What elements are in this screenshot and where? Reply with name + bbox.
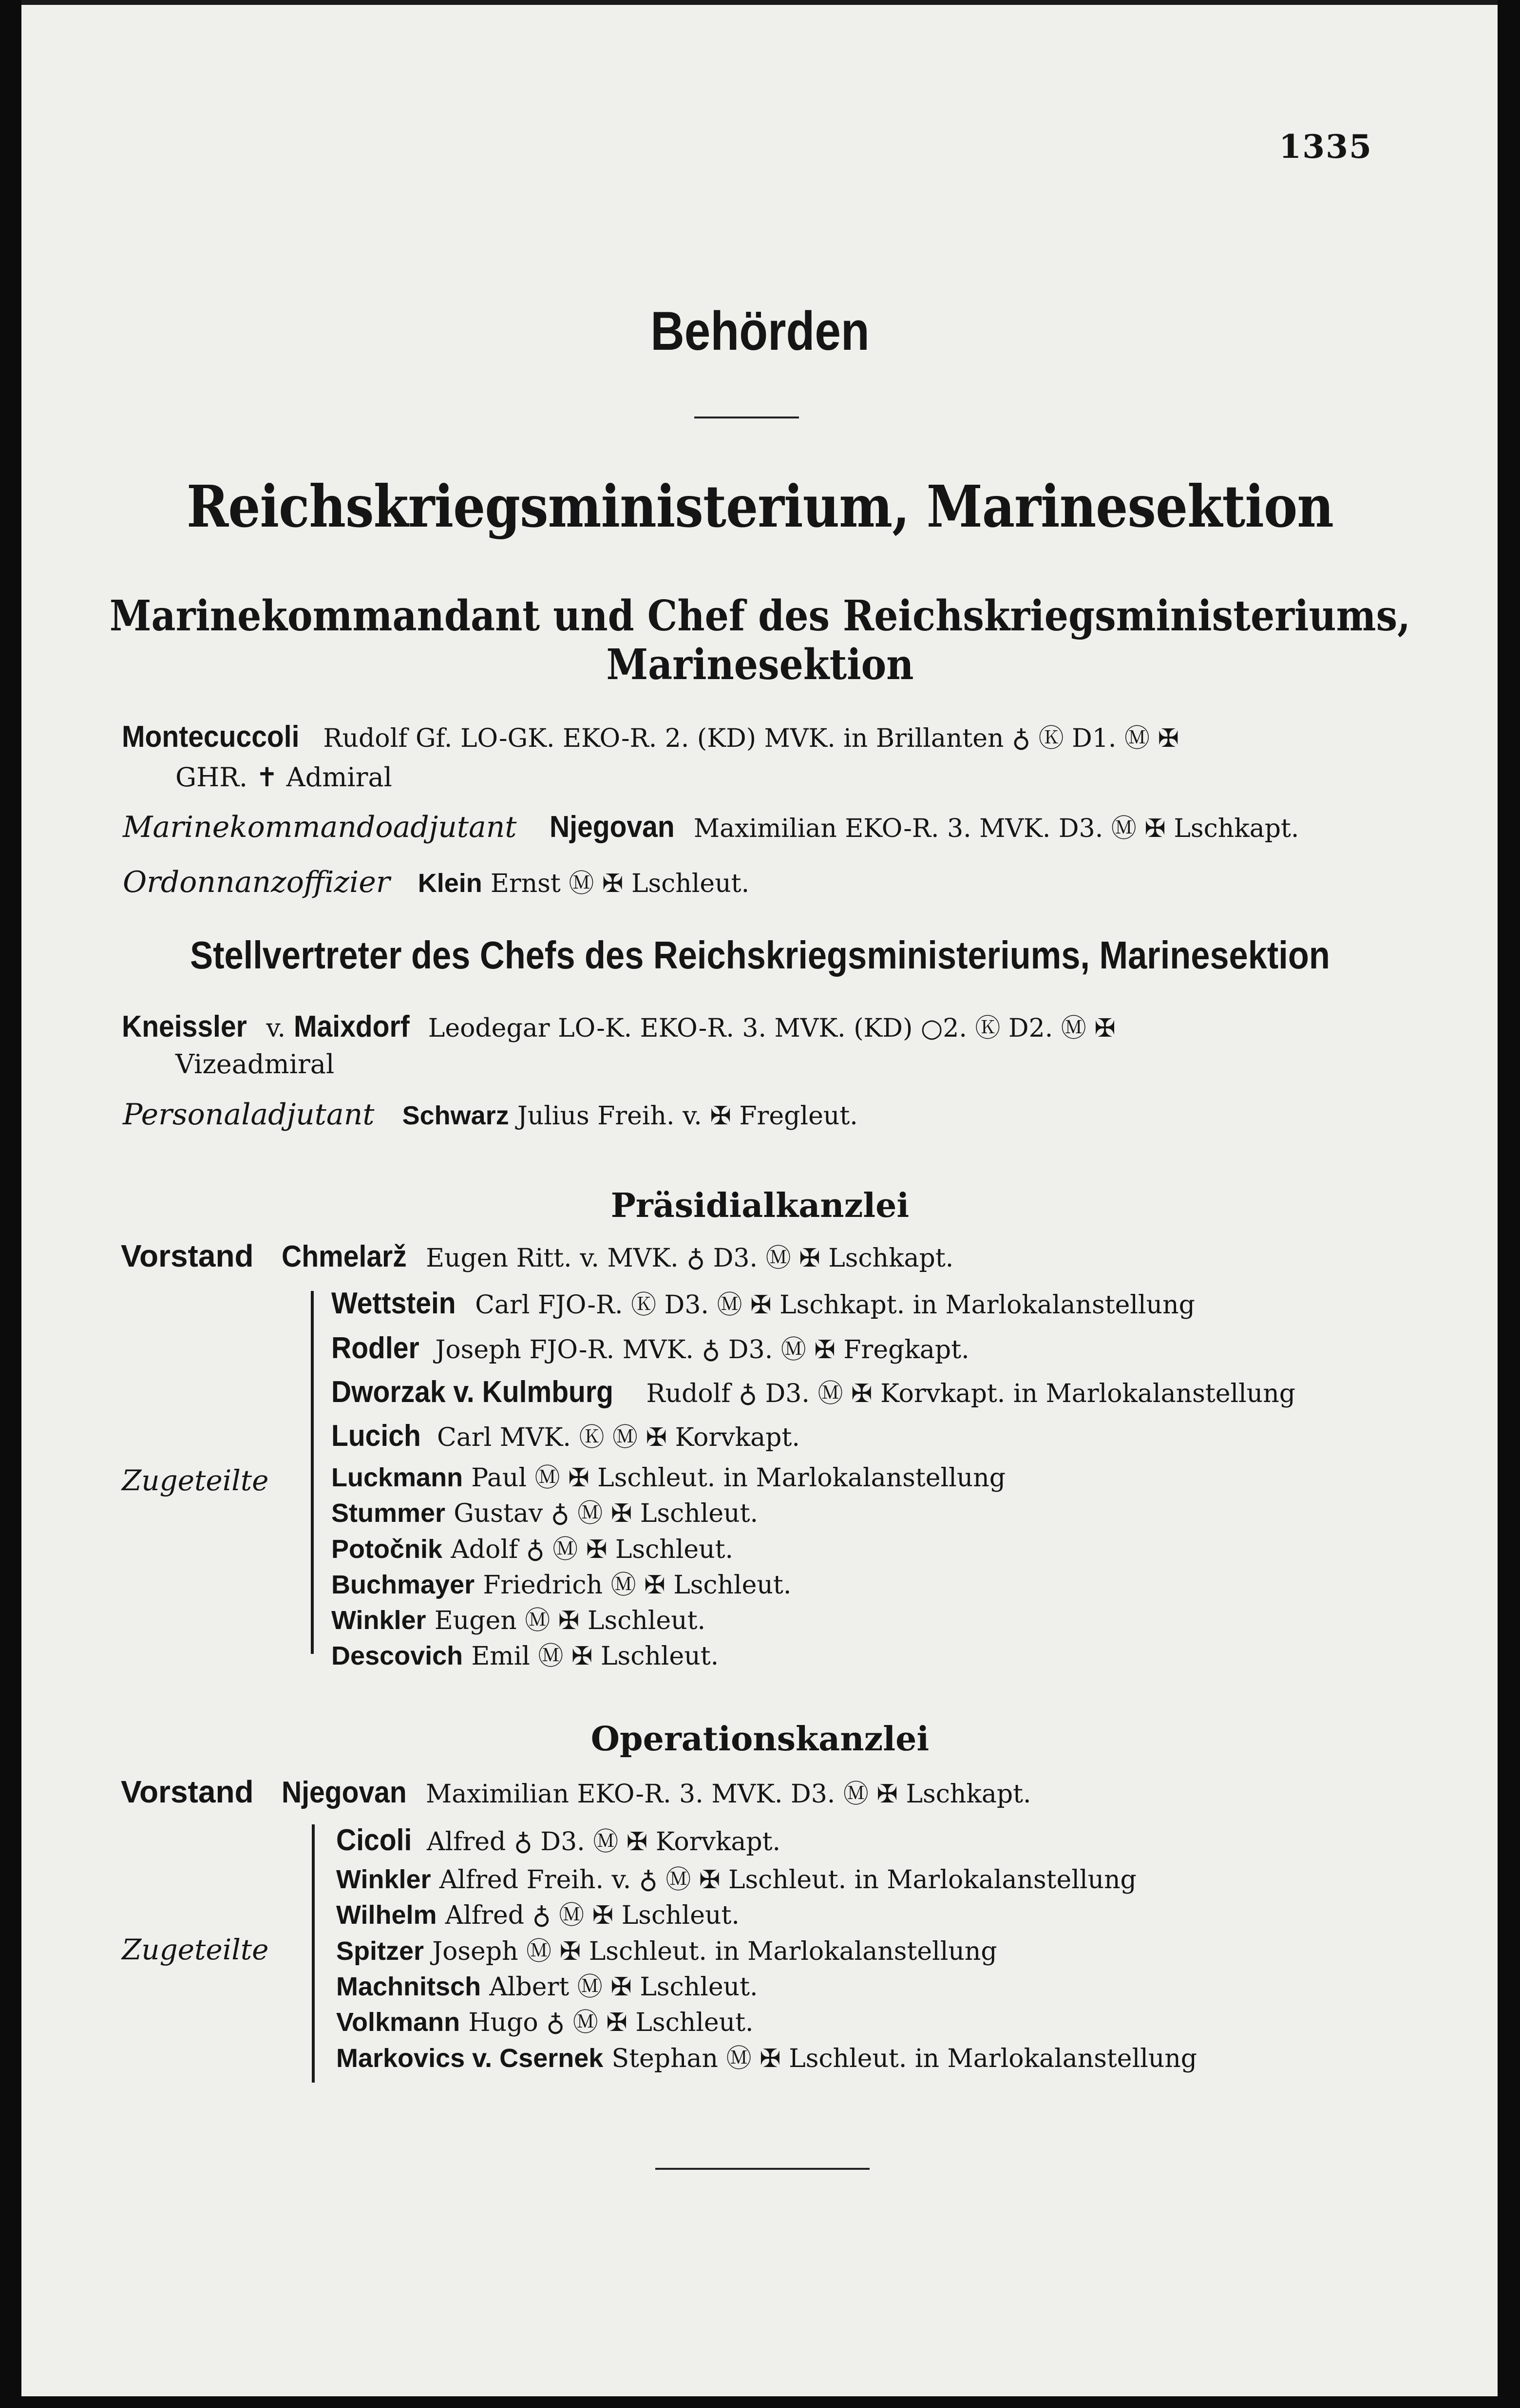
member-surname: Winkler — [331, 1606, 426, 1635]
vorstand-details: Maximilian EKO-R. 3. MVK. D3. Ⓜ ✠ Lschkapt. — [426, 1780, 1031, 1809]
member-details: Joseph Ⓜ ✠ Lschleut. in Marlokalanstellung — [432, 1937, 997, 1966]
personal-adjutant-surname: Schwarz — [402, 1101, 509, 1130]
member-row — [331, 1533, 733, 1566]
praesidialkanzlei-vorstand — [121, 1240, 953, 1274]
member-row — [336, 1935, 997, 1968]
deputy-heading: Stellvertreter des Chefs des Reichskriegsministeriums, Marinesektion — [190, 933, 1330, 977]
praesidialkanzlei-zugeteilte-label: Zugeteilte — [122, 1464, 269, 1497]
member-row — [331, 1640, 719, 1672]
vorstand-label: Vorstand — [121, 1774, 254, 1809]
adjutant-entry — [123, 811, 1299, 845]
operationskanzlei-zugeteilte-label: Zugeteilte — [122, 1933, 269, 1966]
member-details: Paul Ⓜ ✠ Lschleut. in Marlokalanstellung — [471, 1463, 1006, 1493]
member-details: Emil Ⓜ ✠ Lschleut. — [471, 1642, 719, 1671]
title-divider — [694, 417, 799, 418]
member-row — [331, 1461, 1006, 1494]
member-surname: Wettstein — [331, 1287, 456, 1320]
member-surname: Machnitsch — [336, 1972, 481, 2001]
member-row — [336, 1863, 1137, 1896]
member-surname: Winkler — [336, 1865, 431, 1894]
member-details: Alfred Freih. v. ♁ Ⓜ ✠ Lschleut. in Marlokalanstellung — [439, 1865, 1137, 1895]
chef-heading-line1: Marinekommandant und Chef des Reichskriegsministeriums, — [109, 591, 1411, 641]
chef-heading — [76, 592, 1444, 689]
member-surname: Potočnik — [331, 1535, 443, 1564]
member-row — [331, 1497, 758, 1530]
chef-heading-line2: Marinesektion — [606, 640, 914, 689]
member-row — [331, 1376, 1295, 1410]
member-row — [336, 2042, 1197, 2075]
deputy-surname: Kneissler — [122, 1010, 247, 1043]
operationskanzlei-heading: Operationskanzlei — [590, 1720, 930, 1759]
member-details: Eugen Ⓜ ✠ Lschleut. — [434, 1606, 706, 1635]
member-details: Adolf ♁ Ⓜ ✠ Lschleut. — [451, 1535, 734, 1564]
member-details: Gustav ♁ Ⓜ ✠ Lschleut. — [454, 1499, 759, 1528]
page-number: 1335 — [1279, 128, 1372, 166]
member-row — [336, 1971, 758, 2003]
member-details: Carl FJO-R. Ⓚ D3. Ⓜ ✠ Lschkapt. in Marlokalanstellung — [475, 1290, 1195, 1320]
member-details: Rudolf ♁ D3. Ⓜ ✠ Korvkapt. in Marlokalanstellung — [646, 1379, 1296, 1408]
member-surname: Rodler — [331, 1331, 419, 1365]
commander-details: Rudolf Gf. LO-GK. EKO-R. 2. (KD) MVK. in Brillanten ♁ Ⓚ D1. Ⓜ ✠ — [323, 724, 1179, 753]
orderly-entry — [123, 866, 749, 900]
orderly-role: Ordonnanzoffizier — [123, 865, 390, 899]
orderly-details: Ernst Ⓜ ✠ Lschleut. — [490, 869, 750, 898]
end-divider — [655, 2168, 870, 2170]
member-surname: Stummer — [331, 1498, 446, 1528]
member-row — [336, 2006, 754, 2039]
personal-adjutant-role: Personaladjutant — [123, 1098, 375, 1132]
member-surname: Luckmann — [331, 1463, 463, 1492]
vorstand-surname: Chmelarž — [281, 1240, 407, 1273]
member-details: Alfred ♁ Ⓜ ✠ Lschleut. — [445, 1901, 740, 1930]
member-surname: Buchmayer — [331, 1570, 475, 1599]
page-title: Behörden — [650, 301, 870, 361]
member-surname: Descovich — [331, 1641, 463, 1670]
member-row — [331, 1604, 705, 1637]
member-row — [336, 1899, 740, 1932]
member-surname: Volkmann — [336, 2008, 460, 2037]
member-details: Albert Ⓜ ✠ Lschleut. — [489, 1972, 758, 2002]
member-details: Joseph FJO-R. MVK. ♁ D3. Ⓜ ✠ Fregkapt. — [435, 1335, 969, 1365]
member-surname: Lucich — [331, 1419, 421, 1453]
praesidialkanzlei-brace — [311, 1291, 314, 1654]
member-details: Hugo ♁ Ⓜ ✠ Lschleut. — [468, 2008, 754, 2037]
member-row — [331, 1420, 800, 1454]
member-surname: Markovics v. Csernek — [336, 2044, 604, 2073]
personal-adjutant-details: Julius Freih. v. ✠ Fregleut. — [517, 1101, 858, 1131]
member-row — [331, 1332, 969, 1366]
member-details: Carl MVK. Ⓚ Ⓜ ✠ Korvkapt. — [437, 1423, 800, 1452]
member-details: Friedrich Ⓜ ✠ Lschleut. — [483, 1571, 792, 1600]
adjutant-surname: Njegovan — [549, 810, 675, 844]
personal-adjutant-entry — [123, 1099, 858, 1132]
scan-border-bottom — [0, 2396, 1520, 2408]
member-row — [331, 1569, 791, 1601]
vorstand-details: Eugen Ritt. v. MVK. ♁ D3. Ⓜ ✠ Lschkapt. — [426, 1244, 954, 1273]
scan-border-top — [0, 0, 1520, 5]
deputy-entry — [122, 1011, 1116, 1044]
member-surname: Spitzer — [336, 1936, 424, 1966]
adjutant-details: Maximilian EKO-R. 3. MVK. D3. Ⓜ ✠ Lschkapt. — [693, 814, 1299, 843]
commander-entry — [122, 721, 1179, 755]
operationskanzlei-brace — [312, 1824, 315, 2083]
member-row — [331, 1288, 1195, 1321]
commander-surname: Montecuccoli — [122, 720, 300, 754]
member-surname: Wilhelm — [336, 1900, 437, 1930]
vorstand-label: Vorstand — [121, 1238, 254, 1273]
commander-rank: GHR. ✝ Admiral — [175, 762, 392, 793]
operationskanzlei-vorstand — [121, 1776, 1031, 1810]
member-row — [336, 1824, 780, 1858]
member-details: Alfred ♁ D3. Ⓜ ✠ Korvkapt. — [426, 1827, 781, 1857]
deputy-particle: v. — [266, 1014, 286, 1043]
ministry-title: Reichskriegsministerium, Marinesektion — [187, 473, 1333, 540]
member-surname: Dworzak v. Kulmburg — [331, 1375, 613, 1409]
orderly-surname: Klein — [418, 869, 482, 898]
deputy-rank: Vizeadmiral — [175, 1049, 335, 1080]
deputy-details: Leodegar LO-K. EKO-R. 3. MVK. (KD) ○2. Ⓚ D2. Ⓜ ✠ — [428, 1014, 1116, 1043]
praesidialkanzlei-heading: Präsidialkanzlei — [610, 1186, 910, 1225]
member-details: Stephan Ⓜ ✠ Lschleut. in Marlokalanstellung — [611, 2044, 1197, 2073]
adjutant-role: Marinekommandoadjutant — [123, 810, 517, 844]
deputy-surname2: Maixdorf — [294, 1010, 410, 1043]
vorstand-surname: Njegovan — [281, 1776, 407, 1809]
member-surname: Cicoli — [336, 1823, 412, 1857]
